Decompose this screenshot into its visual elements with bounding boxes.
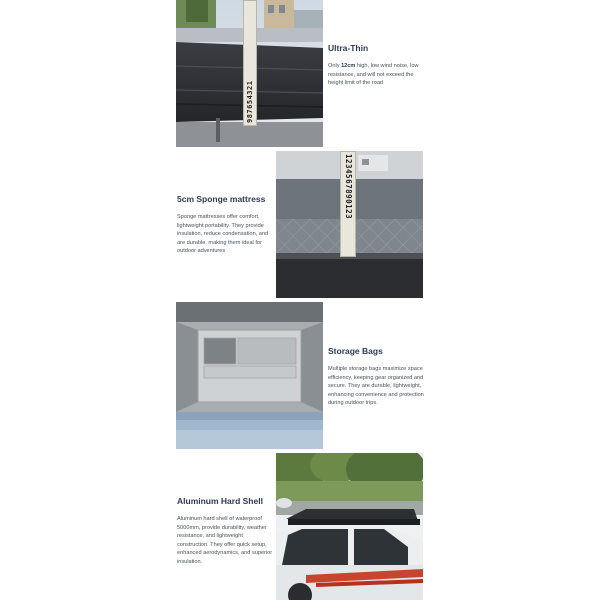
- storage-bags-block: [328, 346, 424, 408]
- ultra-thin-photo: [176, 0, 323, 147]
- section-title: Storage Bags: [328, 346, 383, 356]
- sponge-mattress-photo: [276, 151, 423, 298]
- ultra-thin-block: [328, 43, 428, 88]
- storage-bag-photo: [176, 302, 323, 449]
- section-description: Multiple storage bags maximize space efficiency, keeping gear organized and secure. They are durable, lightweight, enhancing convenience and protection during outdoor trips.: [328, 366, 424, 407]
- section-description: Only 12cm high, low wind noise, low resistance, and will not exceed the height limit of the road: [328, 63, 419, 87]
- aluminum-hard-shell-photo: [276, 453, 423, 600]
- aluminum-hard-shell-block: [177, 496, 273, 567]
- tape-measure: [243, 0, 257, 126]
- tape-numbers: 987654321: [246, 80, 254, 123]
- section-title: Ultra-Thin: [328, 43, 369, 53]
- section-description: Aluminum hard shell of waterproof 5000mm, provide durability, weather resistance, and lightweight construction. They offer quick setup, enhanced aerodynamics, and superior insulation.: [177, 516, 273, 565]
- section-title: 5cm Sponge mattress: [177, 194, 266, 204]
- tape-measure: [340, 151, 356, 257]
- storage-bags-photo: [176, 302, 323, 449]
- tape-numbers: 1234567890123: [344, 154, 353, 220]
- sponge-mattress-block: [177, 194, 273, 256]
- section-description: Sponge mattresses offer comfort, lightweight portability. They provide insulation, reduce condensation, and are durable, making them ideal for outdoor adventures: [177, 214, 269, 255]
- car-rooftop-tent-photo: [276, 453, 423, 600]
- section-title: Aluminum Hard Shell: [177, 496, 263, 506]
